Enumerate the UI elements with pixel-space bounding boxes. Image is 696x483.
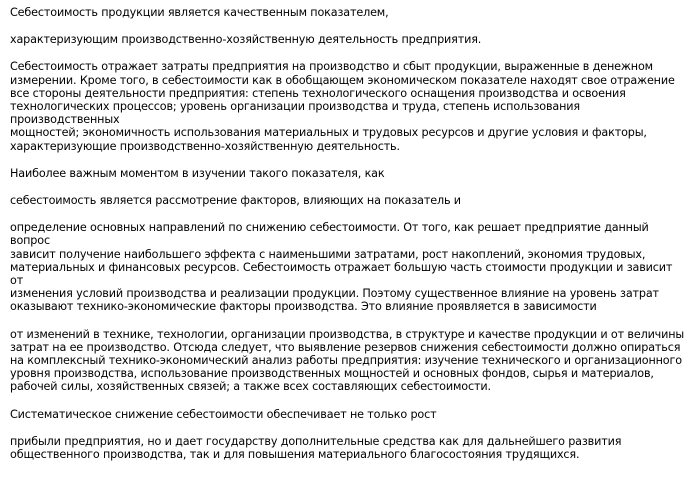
paragraph-7: от изменений в технике, технологии, организации производства, в структуре и качестве продукции и от величины затрат на ее производство. Отсюда следует, что выявление резервов снижения себестоимости должно опираться на комплексный технико-экономический анализ работы предприятия: изучение технического и организационного уровня производства, использование производственных мощностей и основных фондов, сырья и материалов, рабочей силы, хозяйственных связей; а также всех составляющих себестоимости. [10, 327, 685, 394]
paragraph-3: Себестоимость отражает затраты предприятия на производство и сбыт продукции, выраженные в денежном измерении. Кроме того, в себестоимости как в обобщающем экономическом показателе находят свое отражение все стороны деятельности предприятия: степень технологического оснащения производства и освоения технологических процессов; уровень организации производства и труда, степень использования производственных мощностей; экономичность использования материальных и трудовых ресурсов и другие условия и факторы, характеризующие производственно-хозяйственную деятельность. [10, 60, 675, 153]
paragraph-2: характеризующим производственно-хозяйственную деятельность предприятия. [10, 33, 482, 47]
paragraph-4: Наиболее важным моментом в изучении такого показателя, как [10, 166, 385, 180]
paragraph-6: определение основных направлений по снижению себестоимости. От того, как решает предприятие данный вопрос зависит получение наибольшего эффекта с наименьшими затратами, рост накоплений, экономия трудовых, материальных и финансовых ресурсов. Себестоимость отражает большую часть стоимости продукции и зависит от изменения условий производства и реализации продукции. Поэтому существенное влияние на уровень затрат оказывают технико-экономические факторы производства. Это влияние проявляется в зависимости [10, 221, 673, 314]
paragraph-1: Себестоимость продукции является качественным показателем, [10, 6, 389, 19]
paragraph-5: себестоимость является рассмотрение факторов, влияющих на показатель и [10, 194, 461, 208]
paragraph-8: Систематическое снижение себестоимости обеспечивает не только рост [10, 407, 437, 421]
paragraph-9: прибыли предприятия, но и дает государству дополнительные средства как для дальнейшего развития общественного производства, так и для повышения материального благосостояния трудящихся. [10, 434, 622, 462]
